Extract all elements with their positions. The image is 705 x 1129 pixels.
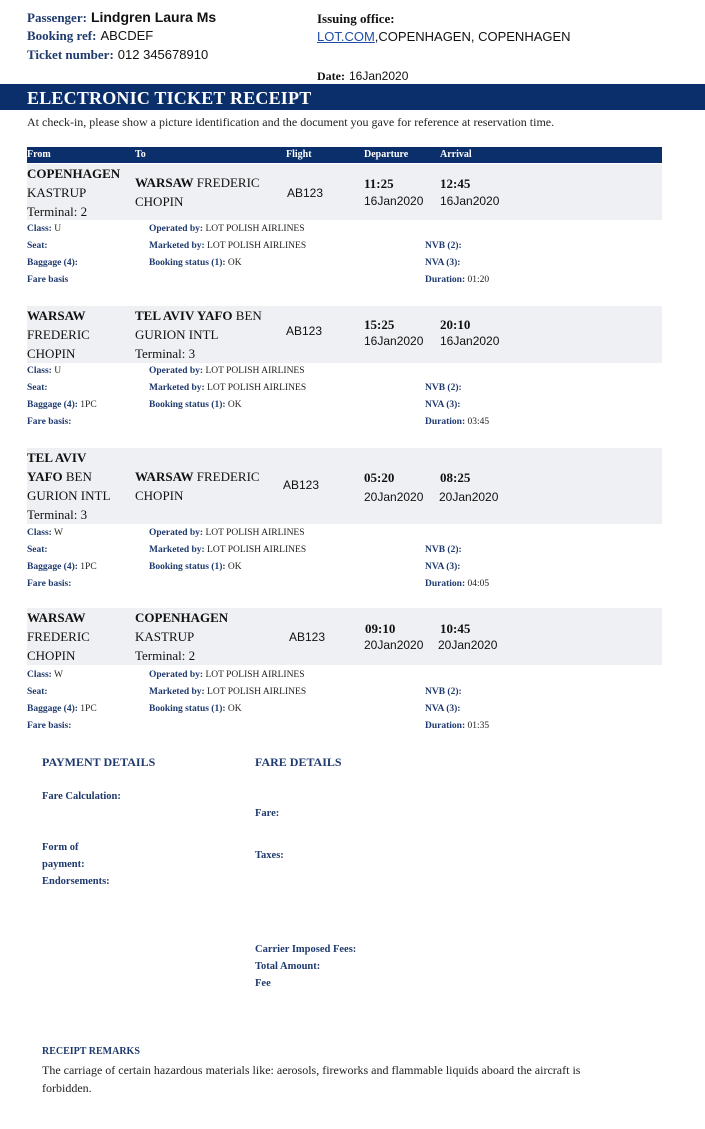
segment-dep-date: 20Jan2020	[364, 490, 424, 504]
segment-nvb: NVB (2):	[425, 545, 462, 555]
segment-from: WARSAW FREDERIC CHOPIN	[27, 610, 90, 663]
segment-route-row	[27, 164, 662, 220]
booking-ref-label: Booking ref:	[27, 28, 97, 43]
segment-marketed-by: Marketed by: LOT POLISH AIRLINES	[149, 383, 307, 393]
checkin-notice: At check-in, please show a picture identification and the document you gave for reference at reservation time.	[27, 115, 555, 129]
segment-fare-basis: Fare basis:	[27, 579, 72, 589]
segment-booking-status: Booking status (1): OK	[149, 400, 242, 410]
issue-date-line	[317, 67, 408, 85]
col-to: To	[135, 149, 146, 160]
issue-date-value: 16Jan2020	[348, 69, 409, 83]
segment-operated-by: Operated by: LOT POLISH AIRLINES	[149, 366, 305, 376]
form-of-payment-label-1: Form of	[42, 842, 79, 853]
segment-from: TEL AVIV YAFO BEN GURION INTL Terminal: 3	[27, 450, 111, 522]
segment-booking-status: Booking status (1): OK	[149, 704, 242, 714]
col-arrival: Arrival	[440, 149, 472, 160]
segment-flight: AB123	[289, 630, 326, 644]
segment-dep-time: 15:25	[364, 317, 395, 332]
segment-arr-date: 20Jan2020	[439, 490, 499, 504]
segment-dep-date: 20Jan2020	[364, 638, 424, 652]
segment-nvb: NVB (2):	[425, 383, 462, 393]
segment-dep-date: 16Jan2020	[364, 334, 424, 348]
segment-dep-time: 09:10	[365, 621, 396, 636]
segment-nvb: NVB (2):	[425, 241, 462, 251]
segment-seat: Seat:	[27, 687, 48, 697]
receipt-banner	[0, 84, 705, 110]
fee-label: Fee	[255, 978, 271, 989]
segment-operated-by: Operated by: LOT POLISH AIRLINES	[149, 528, 305, 538]
segment-dep-time: 05:20	[364, 470, 395, 485]
itinerary-column-header	[27, 147, 662, 163]
segment-to: WARSAW FREDERIC CHOPIN	[135, 175, 260, 209]
segment-class: Class: W	[27, 528, 63, 538]
segment-operated-by: Operated by: LOT POLISH AIRLINES	[149, 224, 305, 234]
segment-from: WARSAW FREDERIC CHOPIN	[27, 308, 90, 361]
segment-flight: AB123	[287, 186, 324, 200]
fare-calculation-label: Fare Calculation:	[42, 791, 121, 802]
segment-nva: NVA (3):	[425, 562, 461, 572]
issuing-office-line	[317, 29, 571, 44]
segment-booking-status: Booking status (1): OK	[149, 258, 242, 268]
segment-duration: Duration: 01:35	[425, 721, 490, 731]
col-departure: Departure	[364, 149, 409, 160]
issuing-office-link[interactable]: LOT.COM	[317, 29, 375, 44]
payment-details-title: PAYMENT DETAILS	[42, 755, 156, 769]
segment-duration: Duration: 04:05	[425, 579, 490, 589]
segment-dep-date: 16Jan2020	[364, 194, 424, 208]
issuing-office-value: ,COPENHAGEN, COPENHAGEN	[374, 29, 571, 44]
segment-baggage: Baggage (4):	[27, 258, 78, 268]
ticket-number-line	[27, 46, 208, 64]
segment-arr-date: 20Jan2020	[438, 638, 498, 652]
ticket-number-label: Ticket number:	[27, 47, 114, 62]
segment-nva: NVA (3):	[425, 400, 461, 410]
segment-arr-date: 16Jan2020	[440, 334, 500, 348]
segment-flight: AB123	[283, 478, 320, 492]
booking-ref-line	[27, 27, 153, 45]
passenger-name: Lindgren Laura Ms	[90, 9, 217, 25]
segment-arr-time: 12:45	[440, 176, 471, 191]
segment-dep-time: 11:25	[364, 176, 394, 191]
segment-baggage: Baggage (4): 1PC	[27, 562, 97, 572]
col-from: From	[27, 149, 51, 160]
segment-seat: Seat:	[27, 545, 48, 555]
segment-baggage: Baggage (4): 1PC	[27, 400, 97, 410]
segment-booking-status: Booking status (1): OK	[149, 562, 242, 572]
segment-duration: Duration: 01:20	[425, 275, 490, 285]
segment-baggage: Baggage (4): 1PC	[27, 704, 97, 714]
receipt-title: ELECTRONIC TICKET RECEIPT	[27, 88, 312, 108]
segment-class: Class: W	[27, 670, 63, 680]
passenger-line	[27, 9, 216, 27]
segment-nvb: NVB (2):	[425, 687, 462, 697]
segment-from: COPENHAGEN KASTRUP Terminal: 2	[27, 166, 121, 219]
ticket-number-value: 012 345678910	[117, 47, 209, 62]
segment-marketed-by: Marketed by: LOT POLISH AIRLINES	[149, 241, 307, 251]
segment-operated-by: Operated by: LOT POLISH AIRLINES	[149, 670, 305, 680]
segment-class: Class: U	[27, 366, 62, 376]
endorsements-label: Endorsements:	[42, 876, 110, 887]
segment-fare-basis: Fare basis	[27, 275, 69, 285]
segment-seat: Seat:	[27, 241, 48, 251]
segment-nva: NVA (3):	[425, 258, 461, 268]
form-of-payment-label-2: payment:	[42, 859, 85, 870]
segment-arr-date: 16Jan2020	[440, 194, 500, 208]
segment-route-row	[27, 306, 662, 363]
segment-to: TEL AVIV YAFO BEN GURION INTL Terminal: 3	[135, 308, 262, 361]
segment-to: WARSAW FREDERIC CHOPIN	[135, 469, 260, 503]
taxes-label: Taxes:	[255, 850, 284, 861]
segment-fare-basis: Fare basis:	[27, 417, 72, 427]
segment-seat: Seat:	[27, 383, 48, 393]
fare-details-title: FARE DETAILS	[255, 755, 342, 769]
col-flight: Flight	[286, 149, 312, 160]
issuing-office-label: Issuing office:	[317, 11, 395, 26]
fare-label: Fare:	[255, 808, 280, 819]
segment-to: COPENHAGEN KASTRUP Terminal: 2	[135, 610, 229, 663]
passenger-label: Passenger:	[27, 10, 87, 25]
issue-date-label: Date:	[317, 69, 345, 83]
segment-marketed-by: Marketed by: LOT POLISH AIRLINES	[149, 687, 307, 697]
booking-ref-value: ABCDEF	[100, 28, 154, 43]
segment-duration: Duration: 03:45	[425, 417, 490, 427]
segment-marketed-by: Marketed by: LOT POLISH AIRLINES	[149, 545, 307, 555]
segment-class: Class: U	[27, 224, 62, 234]
segment-arr-time: 20:10	[440, 317, 471, 332]
segment-route-row	[27, 448, 662, 524]
segment-nva: NVA (3):	[425, 704, 461, 714]
receipt-remarks-text: The carriage of certain hazardous materials like: aerosols, fireworks and flammable liquids aboard the aircraft is forbidden.	[42, 1063, 581, 1095]
segment-arr-time: 10:45	[440, 621, 471, 636]
segment-fare-basis: Fare basis:	[27, 721, 72, 731]
total-amount-label: Total Amount:	[255, 961, 321, 972]
receipt-remarks-title: RECEIPT REMARKS	[42, 1046, 140, 1057]
segment-route-row	[27, 608, 662, 665]
segment-arr-time: 08:25	[440, 470, 471, 485]
segment-flight: AB123	[286, 324, 323, 338]
carrier-fees-label: Carrier Imposed Fees:	[255, 944, 357, 955]
